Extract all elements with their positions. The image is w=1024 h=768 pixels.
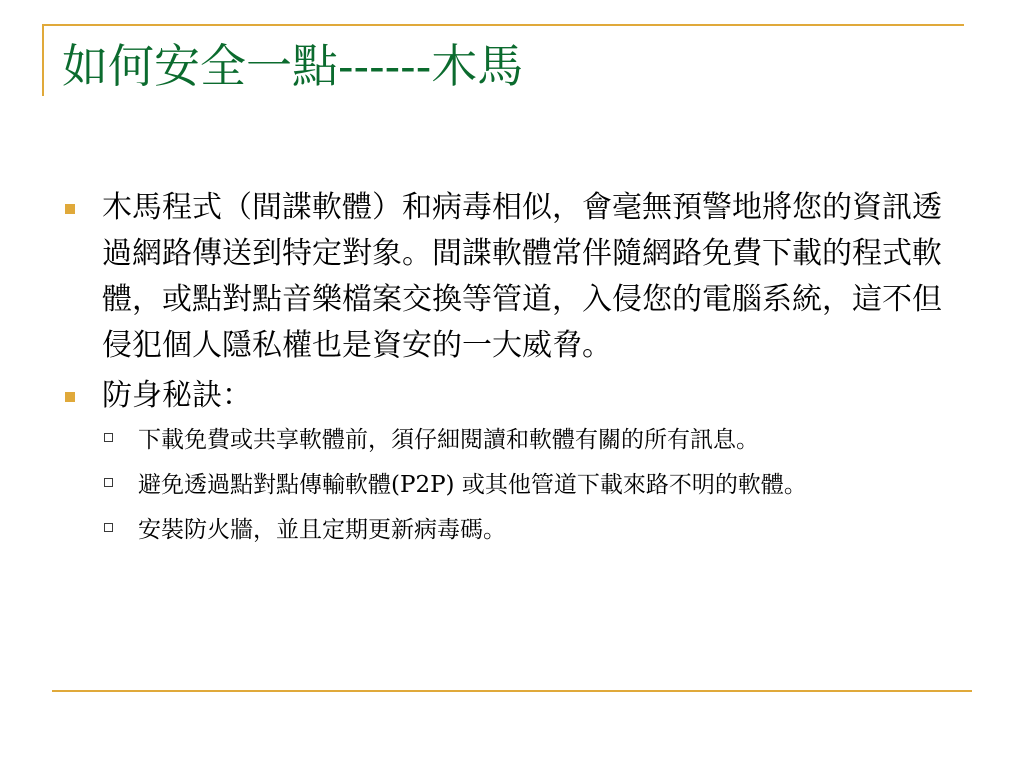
top-divider-line [42, 24, 964, 26]
bullet-item-protection-tips [62, 373, 962, 419]
bullet-item-trojan-description [62, 185, 962, 369]
sub-bullet-item-firewall [62, 513, 962, 548]
hollow-square-bullet-icon [104, 478, 113, 487]
sub-bullet-item-avoid-p2p [62, 468, 962, 503]
slide-body [62, 185, 962, 558]
bullet-text: 木馬程式（間諜軟體）和病毒相似，會毫無預警地將您的資訊透過網路傳送到特定對象。間諜軟體常伴隨網路免費下載的程式軟體，或點對點音樂檔案交換等管道，入侵您的電腦系統，這不但侵犯個人隱私權也是資安的一大威脅。 [102, 190, 942, 363]
filled-square-bullet-icon [65, 392, 75, 402]
filled-square-bullet-icon [65, 204, 75, 214]
bottom-divider-line [52, 690, 972, 692]
slide-title: 如何安全一點------木馬 [62, 39, 524, 93]
hollow-square-bullet-icon [104, 433, 113, 442]
sub-bullet-text: 下載免費或共享軟體前，須仔細閱讀和軟體有關的所有訊息。 [138, 427, 759, 453]
sub-bullet-text: 避免透過點對點傳輸軟體(P2P) 或其他管道下載來路不明的軟體。 [138, 472, 807, 498]
bullet-text: 防身秘訣： [102, 378, 252, 413]
sub-bullet-text: 安裝防火牆，並且定期更新病毒碼。 [138, 517, 506, 543]
hollow-square-bullet-icon [104, 523, 113, 532]
left-accent-line [42, 24, 44, 96]
sub-bullet-item-read-info [62, 423, 962, 458]
